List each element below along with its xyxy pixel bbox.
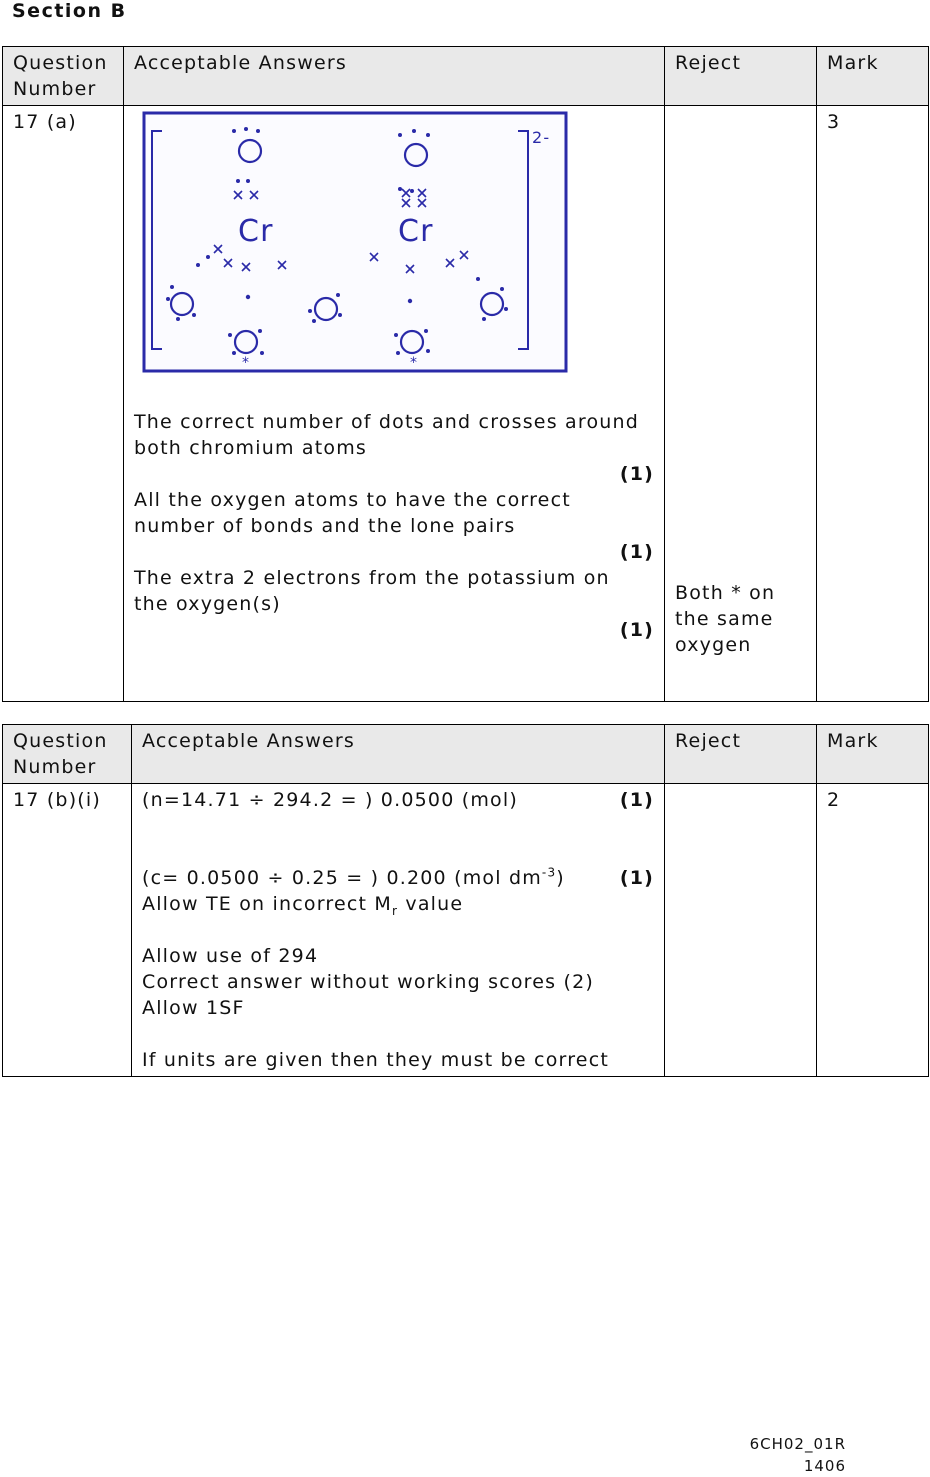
question-number-cell: 17 (a) — [3, 106, 124, 702]
point-mark: (1) — [619, 541, 654, 563]
answer-point: All the oxygen atoms to have the correct number of bonds and the lone pairs (1) — [134, 489, 654, 563]
header-mark: Mark — [817, 47, 929, 106]
allow-te-note: Allow TE on incorrect $M_r$ value — [142, 893, 464, 918]
header-row — [3, 47, 929, 106]
charge-label: 2- — [532, 128, 551, 147]
answer-line-concentration: (c= 0.0500 ÷ 0.25 = ) 0.200 (mol $dm^{-3}$) (1) — [142, 865, 654, 889]
page-number: 1406 — [803, 1457, 846, 1475]
question-number-cell: 17 (b)(i) — [3, 784, 132, 1077]
svg-text:*: * — [242, 355, 251, 371]
header-reject: Reject — [665, 725, 817, 784]
line-mark: (1) — [619, 789, 654, 811]
mark-cell: 2 — [817, 784, 929, 1077]
mark-scheme-table-17bi — [2, 724, 929, 1077]
mark-cell: 3 — [817, 106, 929, 702]
acceptable-answers-cell — [124, 106, 665, 702]
allow-294-note: Allow use of 294 — [142, 945, 319, 967]
svg-text:*: * — [410, 355, 419, 371]
header-mark: Mark — [817, 725, 929, 784]
header-question-number: Question Number — [3, 725, 132, 784]
allow-1sf-note: Allow 1SF — [142, 997, 245, 1019]
chromium-symbol-right: Cr — [398, 214, 434, 249]
section-title: Section B — [12, 0, 127, 22]
header-acceptable-answers: Acceptable Answers — [132, 725, 665, 784]
answer-points — [134, 409, 654, 643]
line-mark: (1) — [619, 867, 654, 889]
correct-answer-note: Correct answer without working scores (2) — [142, 971, 595, 993]
answer-point: The correct number of dots and crosses around both chromium atoms (1) — [134, 411, 654, 485]
point-mark: (1) — [619, 463, 654, 485]
reject-cell: Both * on the same oxygen — [665, 106, 817, 702]
answer-row-17bi — [3, 784, 929, 1077]
answer-point: The extra 2 electrons from the potassium on the oxygen(s) (1) — [134, 567, 654, 641]
paper-code: 6CH02_01R — [749, 1435, 846, 1453]
reject-cell — [665, 784, 817, 1077]
header-acceptable-answers: Acceptable Answers — [124, 47, 665, 106]
acceptable-answers-cell — [132, 784, 665, 1077]
answer-row-17a — [3, 106, 929, 702]
mark-scheme-table-17a — [2, 46, 929, 702]
units-note: If units are given then they must be correct — [142, 1049, 609, 1071]
point-mark: (1) — [619, 619, 654, 641]
page-footer — [750, 1433, 846, 1477]
header-question-number: Question Number — [3, 47, 124, 106]
dichromate-dot-cross-diagram — [134, 109, 574, 389]
header-row — [3, 725, 929, 784]
chromium-symbol-left: Cr — [238, 214, 274, 249]
answer-line-moles: (n=14.71 ÷ 294.2 = ) 0.0500 (mol) (1) — [142, 789, 654, 811]
header-reject: Reject — [665, 47, 817, 106]
